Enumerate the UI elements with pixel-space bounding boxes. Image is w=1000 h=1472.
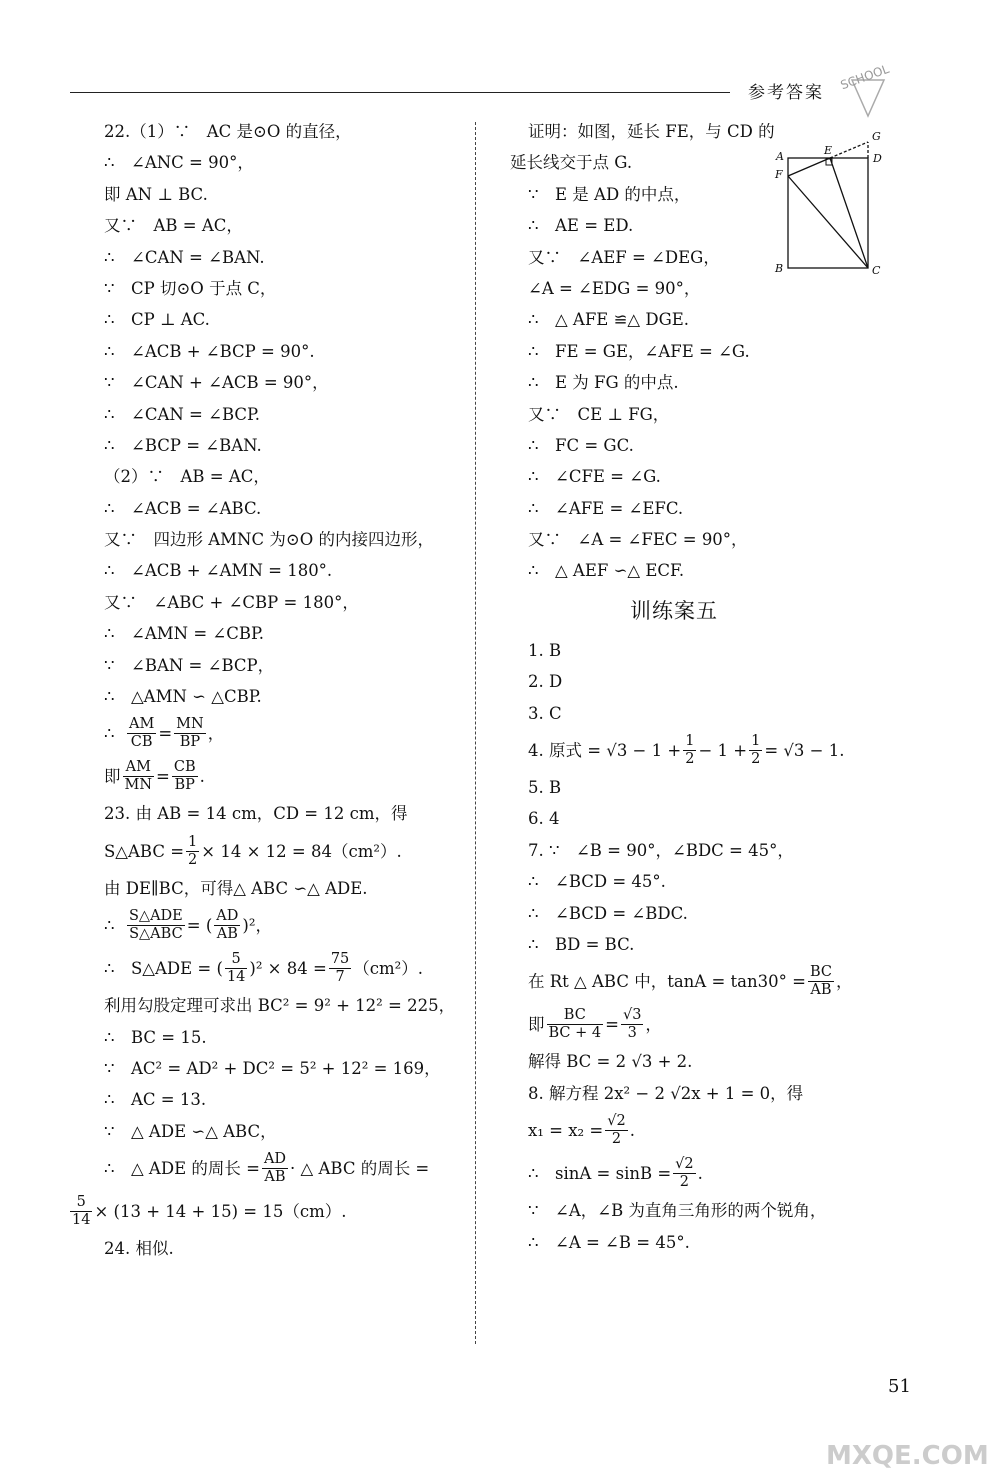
segment-ec <box>830 158 868 268</box>
math-text: · △ ABC 的周长 = <box>290 1158 430 1178</box>
fraction: $\frac{√2}{2}$ <box>675 1156 694 1191</box>
math-text: = <box>156 767 170 787</box>
math-text: × (13 + 14 + 15) = 15（cm）. <box>94 1201 347 1221</box>
math-text: )²， <box>242 916 272 935</box>
fraction: $\frac{√3}{3}$ <box>622 1007 642 1042</box>
fraction: $\frac{1}{2}$ <box>685 733 695 768</box>
text-line: ∴ BD = BC. <box>528 934 635 954</box>
text-line: 23. 由 AB = 14 cm，CD = 12 cm，得 <box>104 804 408 824</box>
text-line: ∴ △ AFE ≌△ DGE. <box>528 310 690 330</box>
text-line: ∴ ∠ANC = 90°， <box>104 153 254 173</box>
math-text: ， <box>835 972 853 992</box>
text-line: ∴ ∠ACB = ∠ABC. <box>104 498 262 518</box>
text-line: 又∵ CE ⊥ FG， <box>528 404 670 424</box>
text-line: ∴ E 为 FG 的中点. <box>528 373 679 393</box>
math-text: . <box>199 767 205 787</box>
formula-line <box>510 1152 850 1195</box>
text-line: 延长线交于点 G. <box>510 153 633 173</box>
school-logo <box>832 58 904 120</box>
text-line: ∴ △AMN ∽ △CBP. <box>104 687 262 707</box>
fraction: $\frac{5}{14}$ <box>226 951 246 986</box>
segment-eg <box>830 142 868 158</box>
page-number: 51 <box>888 1376 911 1397</box>
formula-line <box>104 830 464 873</box>
text-line: 7. ∵ ∠B = 90°，∠BDC = 45°， <box>528 840 794 860</box>
text-line: 由 DE∥BC，可得△ ABC ∽△ ADE. <box>104 878 368 898</box>
text-line: ∵ ∠BAN = ∠BCP， <box>104 655 275 675</box>
fraction: $\frac{BC}{AB}$ <box>809 964 832 999</box>
label-c: C <box>872 264 881 277</box>
text-line: ∴ FC = GC. <box>528 435 634 455</box>
fraction: $\frac{BC}{BC + 4}$ <box>548 1007 602 1042</box>
formula-line <box>510 1109 850 1152</box>
fraction: $\frac{MN}{BP}$ <box>176 716 204 751</box>
text-line: ∴ ∠AFE = ∠EFC. <box>528 498 684 518</box>
section-title: 训练案五 <box>630 598 718 623</box>
math-text: 4. 原式 = √3 − 1 + <box>528 740 682 760</box>
math-text: ∴ sinA = sinB = <box>528 1163 672 1183</box>
text-line: 又∵ ∠AEF = ∠DEG， <box>528 247 720 267</box>
math-text: 即 <box>528 1015 545 1035</box>
text-line: ∴ FE = GE，∠AFE = ∠G. <box>528 341 750 361</box>
fraction: $\frac{AD}{AB}$ <box>263 1151 287 1186</box>
text-line: 即 AN ⊥ BC. <box>104 184 208 204</box>
text-line: 解得 BC = 2 √3 + 2. <box>528 1052 693 1072</box>
math-text: 在 Rt △ ABC 中，tanA = tan30° = <box>528 972 806 992</box>
text-line: ∴ ∠BCP = ∠BAN. <box>104 435 262 455</box>
math-text: ， <box>645 1015 662 1035</box>
formula-line <box>510 1003 850 1046</box>
text-line: ∴ AC = 13. <box>104 1090 207 1110</box>
text-line: ∴ ∠A = ∠B = 45°. <box>528 1232 690 1252</box>
formula-line <box>104 1147 464 1190</box>
text-line: ∴ ∠CAN = ∠BAN. <box>104 247 265 267</box>
label-a: A <box>776 150 784 163</box>
text-line: ∵ E 是 AD 的中点， <box>528 184 691 204</box>
text-line: 又∵ AB = AC， <box>104 216 243 236</box>
text-line: ∵ ∠A，∠B 为直角三角形的两个锐角， <box>528 1201 827 1221</box>
segment-fc <box>788 176 868 268</box>
math-text: ∴ △ ADE 的周长 = <box>104 1158 260 1178</box>
text-line: ∵ AC² = AD² + DC² = 5² + 12² = 169， <box>104 1058 441 1078</box>
formula-line <box>510 729 850 772</box>
formula-line <box>104 712 464 755</box>
formula-line <box>104 904 464 947</box>
math-text: = √3 − 1. <box>764 740 845 760</box>
fraction: $\frac{AM}{CB}$ <box>129 716 155 751</box>
label-f: F <box>775 168 783 181</box>
text-line: 1. B <box>528 640 562 660</box>
text-line: 利用勾股定理可求出 BC² = 9² + 12² = 225， <box>104 996 456 1016</box>
fraction: $\frac{1}{2}$ <box>751 733 761 768</box>
text-line: ∴ △ AEF ∽△ ECF. <box>528 561 685 581</box>
svg-text:SCHOOL: SCHOOL <box>838 61 891 93</box>
left-column <box>72 116 464 1265</box>
geometry-figure <box>770 128 890 278</box>
label-g: G <box>872 130 881 143</box>
fraction: $\frac{AD}{AB}$ <box>216 908 239 943</box>
math-text: = <box>158 724 173 744</box>
text-line: ∵ ∠CAN + ∠ACB = 90°， <box>104 373 329 393</box>
label-d: D <box>873 152 882 165</box>
text-line: 证明：如图，延长 FE，与 CD 的 <box>528 122 775 141</box>
fraction: $\frac{AM}{MN}$ <box>124 759 153 794</box>
watermark-logo <box>822 1380 1000 1472</box>
math-text: × 14 × 12 = 84（cm²）. <box>201 841 402 861</box>
math-text: . <box>629 1120 635 1140</box>
fraction: $\frac{\text{S△ADE}}{\text{S△ABC}}$ <box>129 908 183 943</box>
text-line: 24. 相似. <box>104 1239 174 1259</box>
text-line: ∵ △ ADE ∽△ ABC， <box>104 1121 277 1141</box>
math-text: − 1 + <box>698 740 748 760</box>
math-text: = <box>605 1015 619 1035</box>
text-line: （2）∵ AB = AC， <box>104 467 270 487</box>
right-column <box>510 116 853 1258</box>
segment-fe <box>788 158 830 176</box>
fraction: $\frac{1}{2}$ <box>188 833 198 868</box>
rectangle-abcd <box>788 158 868 268</box>
formula-line <box>68 1190 464 1233</box>
math-text: ∴ <box>104 724 115 744</box>
text-line: ∴ AE = ED. <box>528 216 634 236</box>
text-line: 又∵ ∠A = ∠FEC = 90°， <box>528 530 748 550</box>
text-line: ∴ CP ⊥ AC. <box>104 310 210 330</box>
text-line: 5. B <box>528 778 562 798</box>
math-text: ∴ <box>104 916 115 935</box>
text-line: ∵ CP 切⊙O 于点 C， <box>104 278 277 298</box>
math-text: S△ABC = <box>104 841 185 861</box>
header-title: 参考答案 <box>748 83 824 103</box>
text-line: ∴ ∠AMN = ∠CBP. <box>104 624 264 644</box>
text-line: 3. C <box>528 703 562 723</box>
math-text: . <box>697 1163 703 1183</box>
math-text: （cm²）. <box>353 959 424 978</box>
text-line: ∴ ∠BCD = 45°. <box>528 872 666 892</box>
text-line: ∴ ∠ACB + ∠BCP = 90°. <box>104 341 315 361</box>
text-line: 8. 解方程 2x² − 2 √2x + 1 = 0，得 <box>528 1083 804 1103</box>
label-b: B <box>775 262 784 275</box>
math-text: = ( <box>186 916 213 935</box>
column-divider <box>475 122 476 1344</box>
text-line: ∠A = ∠EDG = 90°， <box>528 278 701 298</box>
text-line: ∴ ∠ACB + ∠AMN = 180°. <box>104 561 333 581</box>
text-line: 又∵ ∠ABC + ∠CBP = 180°， <box>104 592 359 612</box>
header-rule <box>70 92 730 93</box>
math-text: )² × 84 = <box>249 959 327 978</box>
formula-line <box>510 960 853 1003</box>
watermark-text: MXQE.COM <box>826 1441 989 1471</box>
label-e: E <box>824 144 833 157</box>
fraction: $\frac{√2}{2}$ <box>607 1113 626 1148</box>
formula-line <box>104 755 464 798</box>
text-line: ∴ ∠CAN = ∠BCP. <box>104 404 261 424</box>
fraction: $\frac{75}{7}$ <box>330 951 350 986</box>
text-line: ∴ BC = 15. <box>104 1027 207 1047</box>
text-line: ∴ ∠BCD = ∠BDC. <box>528 903 688 923</box>
math-text: 即 <box>104 767 121 787</box>
math-text: ， <box>207 724 225 744</box>
text-line: 2. D <box>528 672 563 692</box>
fraction: $\frac{CB}{BP}$ <box>173 759 196 794</box>
text-line: ∴ ∠CFE = ∠G. <box>528 467 661 487</box>
math-text: x₁ = x₂ = <box>528 1120 604 1140</box>
text-line: 6. 4 <box>528 809 560 829</box>
math-text: ∴ S△ADE = ( <box>104 959 223 978</box>
fraction: $\frac{5}{14}$ <box>72 1194 91 1229</box>
text-line: 22.（1）∵ AC 是⊙O 的直径， <box>104 122 352 141</box>
formula-line <box>104 947 464 990</box>
text-line: 又∵ 四边形 AMNC 为⊙O 的内接四边形， <box>104 530 434 550</box>
